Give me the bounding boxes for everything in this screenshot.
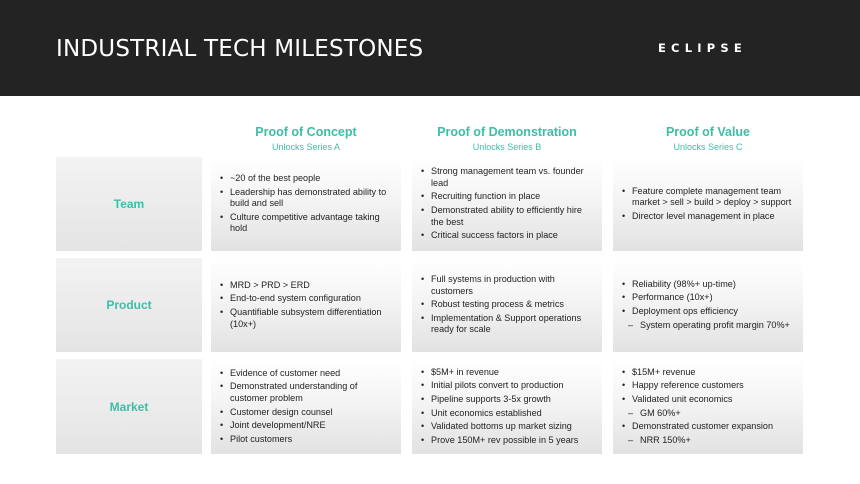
bullet-list bbox=[619, 279, 795, 331]
bullet-item: • Customer design counsel bbox=[217, 407, 393, 419]
column-subtitle: Unlocks Series B bbox=[472, 142, 542, 152]
row-label-market: Market bbox=[56, 359, 202, 454]
column-title: Proof of Demonstration bbox=[437, 125, 577, 139]
column-header-proof-of-demonstration bbox=[412, 125, 602, 152]
bullet-list bbox=[418, 367, 594, 447]
bullet-item: • Implementation & Support operations ready for scale bbox=[418, 313, 594, 336]
bullet-list bbox=[418, 166, 594, 242]
cell-team-demonstration bbox=[412, 157, 602, 251]
bullet-item: • Quantifiable subsystem differentiation (10x+) bbox=[217, 307, 393, 330]
sub-bullet-item: – System operating profit margin 70%+ bbox=[619, 320, 795, 332]
bullet-item: • Performance (10x+) bbox=[619, 292, 795, 304]
bullet-item: • Full systems in production with customers bbox=[418, 274, 594, 297]
cell-team-concept bbox=[211, 157, 401, 251]
bullet-item: • Director level management in place bbox=[619, 211, 795, 223]
bullet-item: • Deployment ops efficiency bbox=[619, 306, 795, 318]
bullet-list bbox=[418, 274, 594, 336]
bullet-item: • Demonstrated ability to efficiently hire the best bbox=[418, 205, 594, 228]
page-title: INDUSTRIAL TECH MILESTONES bbox=[56, 36, 424, 62]
cell-market-value bbox=[613, 359, 803, 454]
bullet-item: • Pilot customers bbox=[217, 434, 393, 446]
bullet-item: • Recruiting function in place bbox=[418, 191, 594, 203]
bullet-item: • Feature complete management team market > sell > build > deploy > support bbox=[619, 186, 795, 209]
column-header-proof-of-concept bbox=[211, 125, 401, 152]
logo-text: ECLIPSE bbox=[658, 41, 747, 55]
cell-product-concept bbox=[211, 258, 401, 352]
bullet-item: • Demonstrated understanding of customer problem bbox=[217, 381, 393, 404]
column-title: Proof of Concept bbox=[255, 125, 357, 139]
bullet-item: • MRD > PRD > ERD bbox=[217, 280, 393, 292]
sub-bullet-item: – NRR 150%+ bbox=[619, 435, 795, 447]
bullet-item: • Joint development/NRE bbox=[217, 420, 393, 432]
cell-market-concept bbox=[211, 359, 401, 454]
bullet-item: • Strong management team vs. founder lead bbox=[418, 166, 594, 189]
header-bar bbox=[0, 0, 860, 96]
bullet-list bbox=[217, 368, 393, 446]
cell-market-demonstration bbox=[412, 359, 602, 454]
cell-team-value bbox=[613, 157, 803, 251]
bullet-item: • Culture competitive advantage taking hold bbox=[217, 212, 393, 235]
bullet-item: • Evidence of customer need bbox=[217, 368, 393, 380]
bullet-item: • $5M+ in revenue bbox=[418, 367, 594, 379]
bullet-item: • $15M+ revenue bbox=[619, 367, 795, 379]
bullet-list bbox=[217, 280, 393, 330]
column-subtitle: Unlocks Series C bbox=[673, 142, 743, 152]
bullet-item: • Robust testing process & metrics bbox=[418, 299, 594, 311]
bullet-list bbox=[619, 186, 795, 223]
bullet-list bbox=[619, 367, 795, 447]
bullet-item: • Reliability (98%+ up-time) bbox=[619, 279, 795, 291]
bullet-item: • Validated unit economics bbox=[619, 394, 795, 406]
sub-bullet-item: – GM 60%+ bbox=[619, 408, 795, 420]
cell-product-demonstration bbox=[412, 258, 602, 352]
row-label-team: Team bbox=[56, 157, 202, 251]
bullet-item: • Initial pilots convert to production bbox=[418, 380, 594, 392]
bullet-item: • Happy reference customers bbox=[619, 380, 795, 392]
column-title: Proof of Value bbox=[665, 125, 751, 139]
bullet-item: • Critical success factors in place bbox=[418, 230, 594, 242]
bullet-item: • Prove 150M+ rev possible in 5 years bbox=[418, 435, 594, 447]
bullet-item: • Validated bottoms up market sizing bbox=[418, 421, 594, 433]
column-header-proof-of-value bbox=[613, 125, 803, 152]
bullet-item: • Leadership has demonstrated ability to build and sell bbox=[217, 187, 393, 210]
bullet-item: • Unit economics established bbox=[418, 408, 594, 420]
column-subtitle: Unlocks Series A bbox=[271, 142, 341, 152]
bullet-item: • Demonstrated customer expansion bbox=[619, 421, 795, 433]
bullet-list bbox=[217, 173, 393, 235]
cell-product-value bbox=[613, 258, 803, 352]
row-label-product: Product bbox=[56, 258, 202, 352]
bullet-item: • Pipeline supports 3-5x growth bbox=[418, 394, 594, 406]
bullet-item: • End-to-end system configuration bbox=[217, 293, 393, 305]
eclipse-logo bbox=[655, 22, 755, 74]
bullet-item: • ~20 of the best people bbox=[217, 173, 393, 185]
